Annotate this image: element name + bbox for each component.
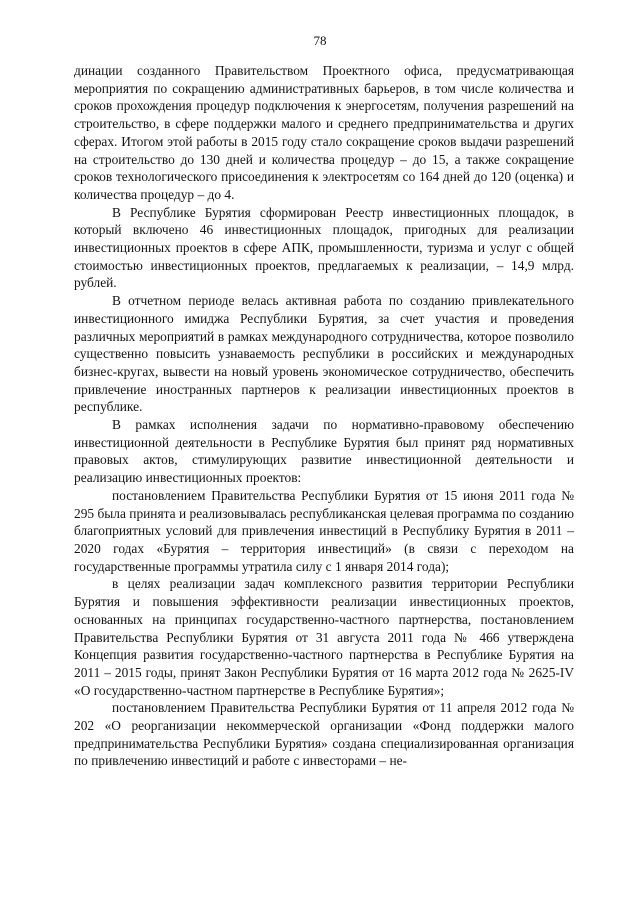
paragraph: В Республике Бурятия сформирован Реестр инвестиционных площадок, в который включено 46 инвестиционных площадок, пригодных для реализации инвестиционных проектов в сфере АПК, промышленности, туризма и услуг с общей стоимостью инвестиционных проектов, предлагаемых к реализации, – 14,9 млрд. рублей. — [74, 204, 574, 291]
paragraph: В рамках исполнения задачи по нормативно-правовому обеспечению инвестиционной деятельности в Республике Бурятия был принят ряд нормативных правовых актов, стимулирующих развитие инвестиционной деятельности и реализацию инвестиционных проектов: — [74, 417, 574, 486]
paragraph: постановлением Правительства Республики Бурятия от 15 июня 2011 года № 295 была принята и реализовывалась республиканская целевая программа по созданию благоприятных условий для привлечения инвестиций в Республику Бурятия в 2011 – 2020 годах «Бурятия – территория инвестиций» (в связи с переходом на государственные программы утратила силу с 1 января 2014 года); — [74, 487, 574, 574]
paragraph: постановлением Правительства Республики Бурятия от 11 апреля 2012 года № 202 «О реорганизации некоммерческой организации «Фонд поддержки малого предпринимательства Республики Бурятия» создана специализированная организация по привлечению инвестиций и работе с инвесторами – не- — [74, 700, 574, 769]
body-text — [74, 62, 574, 770]
paragraph: В отчетном периоде велась активная работа по созданию привлекательного инвестиционного имиджа Республики Бурятия, за счет участия и проведения различных мероприятий в рамках международного сотрудничества, которое позволило существенно повысить узнаваемость республики в российских и международных бизнес-кругах, вывести на новый уровень экономическое сотрудничество, обеспечить привлечение иностранных партнеров к реализации инвестиционных проектов в республике. — [74, 293, 574, 415]
paragraph: в целях реализации задач комплексного развития территории Республики Бурятия и повышения эффективности реализации инвестиционных проектов, основанных на принципах государственно-частного партнерства, постановлением Правительства Республики Бурятия от 31 августа 2011 года № 466 утверждена Концепция развития государственно-частного партнерства в Республике Бурятия на 2011 – 2015 годы, принят Закон Республики Бурятия от 16 марта 2012 года № 2625-IV «О государственно-частном партнерстве в Республике Бурятия»; — [74, 576, 574, 698]
paragraph: динации созданного Правительством Проектного офиса, предусматривающая мероприятия по сокращению административных барьеров, в том числе количества и сроков прохождения процедур подключения к энергосетям, получения разрешений на строительство, в сфере поддержки малого и среднего предпринимательства и других сферах. Итогом этой работы в 2015 году стало сокращение сроков выдачи разрешений на строительство до 130 дней и количества процедур – до 15, а также сокращение сроков технологического присоединения к электросетям со 164 дней до 120 (оценка) и количества процедур – до 4. — [74, 63, 574, 202]
page-number: 78 — [313, 33, 327, 48]
